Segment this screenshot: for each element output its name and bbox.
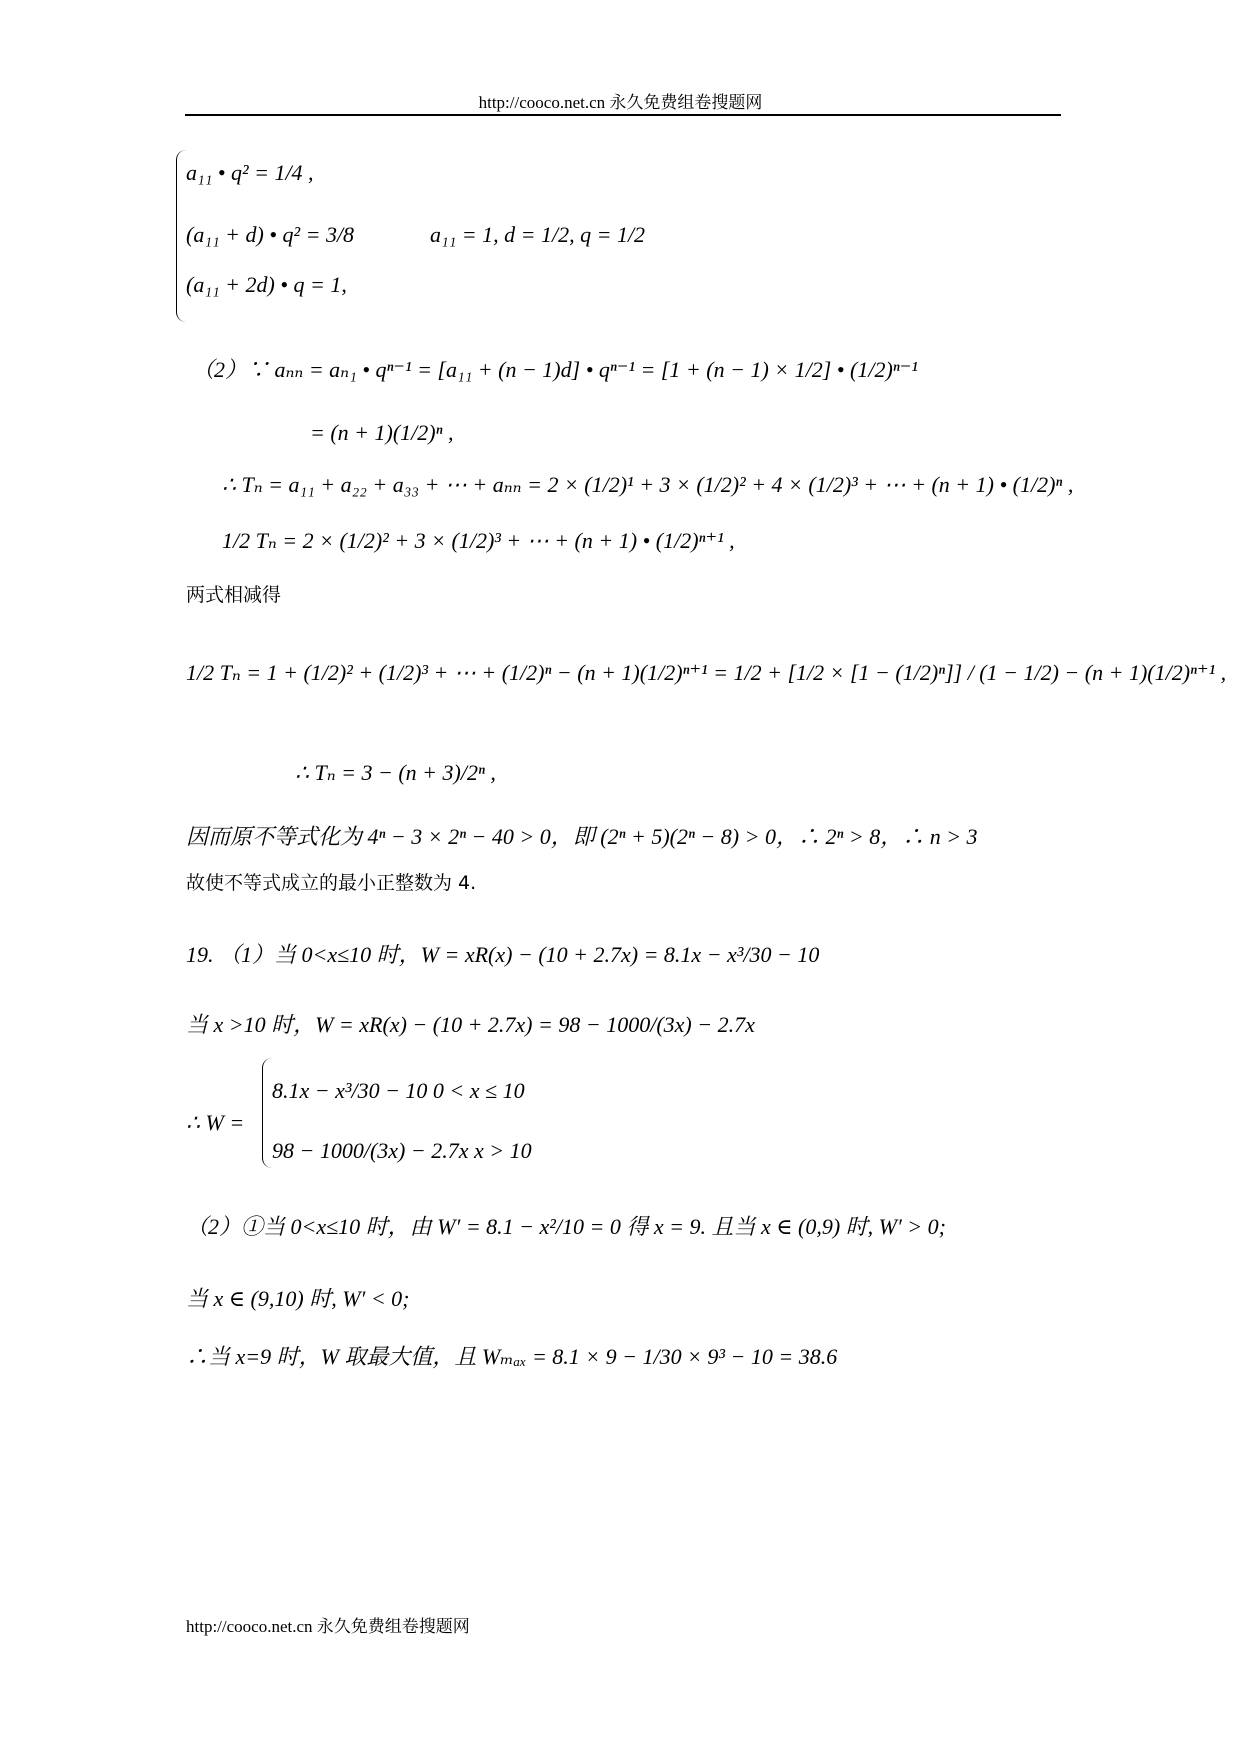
page-footer: http://cooco.net.cn 永久免费组卷搜题网 bbox=[186, 1617, 470, 1636]
system-result: a₁₁ = 1, d = 1/2, q = 1/2 bbox=[430, 222, 646, 247]
part2-line-3: ∴ Tₙ = a₁₁ + a₂₂ + a₃₃ + ⋯ + aₙₙ = 2 × (1/2)¹ + 3 × (1/2)² + 4 × (1/2)³ + ⋯ + (n + 1) • (1/2)ⁿ , bbox=[222, 472, 1074, 497]
q19-line-5: ∴当 x=9 时，W 取最大值，且 Wₘₐₓ = 8.1 × 9 − 1/30 × 9³ − 10 = 38.6 bbox=[186, 1344, 838, 1369]
system-row-2: (a₁₁ + d) • q² = 3/8 bbox=[186, 222, 355, 247]
q19-line-3: （2）①当 0<x≤10 时，由 W′ = 8.1 − x²/10 = 0 得 x = 9. 且当 x ∈ (0,9) 时, W′ > 0; bbox=[186, 1214, 946, 1239]
q19-case-1: 8.1x − x³/30 − 10 0 < x ≤ 10 bbox=[272, 1078, 525, 1103]
part2-line-5: 两式相减得 bbox=[186, 584, 282, 606]
part2-line-2: = (n + 1)(1/2)ⁿ , bbox=[310, 420, 454, 445]
q19-case-2: 98 − 1000/(3x) − 2.7x x > 10 bbox=[272, 1138, 532, 1163]
q19-line-4: 当 x ∈ (9,10) 时, W′ < 0; bbox=[186, 1286, 410, 1311]
q19-case-label: ∴ W = bbox=[186, 1110, 245, 1135]
system-row-1: a₁₁ • q² = 1/4 , bbox=[186, 160, 314, 185]
part2-line-8: 因而原不等式化为 4ⁿ − 3 × 2ⁿ − 40 > 0，即 (2ⁿ + 5)(2ⁿ − 8) > 0，∴ 2ⁿ > 8，∴ n > 3 bbox=[186, 824, 978, 849]
q19-line-2: 当 x >10 时，W = xR(x) − (10 + 2.7x) = 98 − 1000/(3x) − 2.7x bbox=[186, 1012, 755, 1037]
page-header: http://cooco.net.cn 永久免费组卷搜题网 bbox=[478, 93, 763, 112]
system-row-3: (a₁₁ + 2d) • q = 1, bbox=[186, 272, 347, 297]
part2-line-1: （2）∵ aₙₙ = aₙ₁ • qⁿ⁻¹ = [a₁₁ + (n − 1)d] • qⁿ⁻¹ = [1 + (n − 1) × 1/2] • (1/2)ⁿ⁻¹ bbox=[192, 357, 918, 382]
part2-line-6: 1/2 Tₙ = 1 + (1/2)² + (1/2)³ + ⋯ + (1/2)ⁿ − (n + 1)(1/2)ⁿ⁺¹ = 1/2 + [1/2 × [1 − (1/2)ⁿ]] / (1 − 1/2) − (n + 1)(1/2)ⁿ⁺¹ , bbox=[186, 660, 1227, 685]
header-rule bbox=[185, 114, 1061, 116]
q19-line-1: 19. （1）当 0<x≤10 时，W = xR(x) − (10 + 2.7x) = 8.1x − x³/30 − 10 bbox=[186, 942, 820, 967]
part2-line-7: ∴ Tₙ = 3 − (n + 3)/2ⁿ , bbox=[295, 760, 496, 785]
part2-line-4: 1/2 Tₙ = 2 × (1/2)² + 3 × (1/2)³ + ⋯ + (n + 1) • (1/2)ⁿ⁺¹ , bbox=[222, 528, 735, 553]
part2-line-9: 故使不等式成立的最小正整数为 4. bbox=[186, 872, 477, 894]
